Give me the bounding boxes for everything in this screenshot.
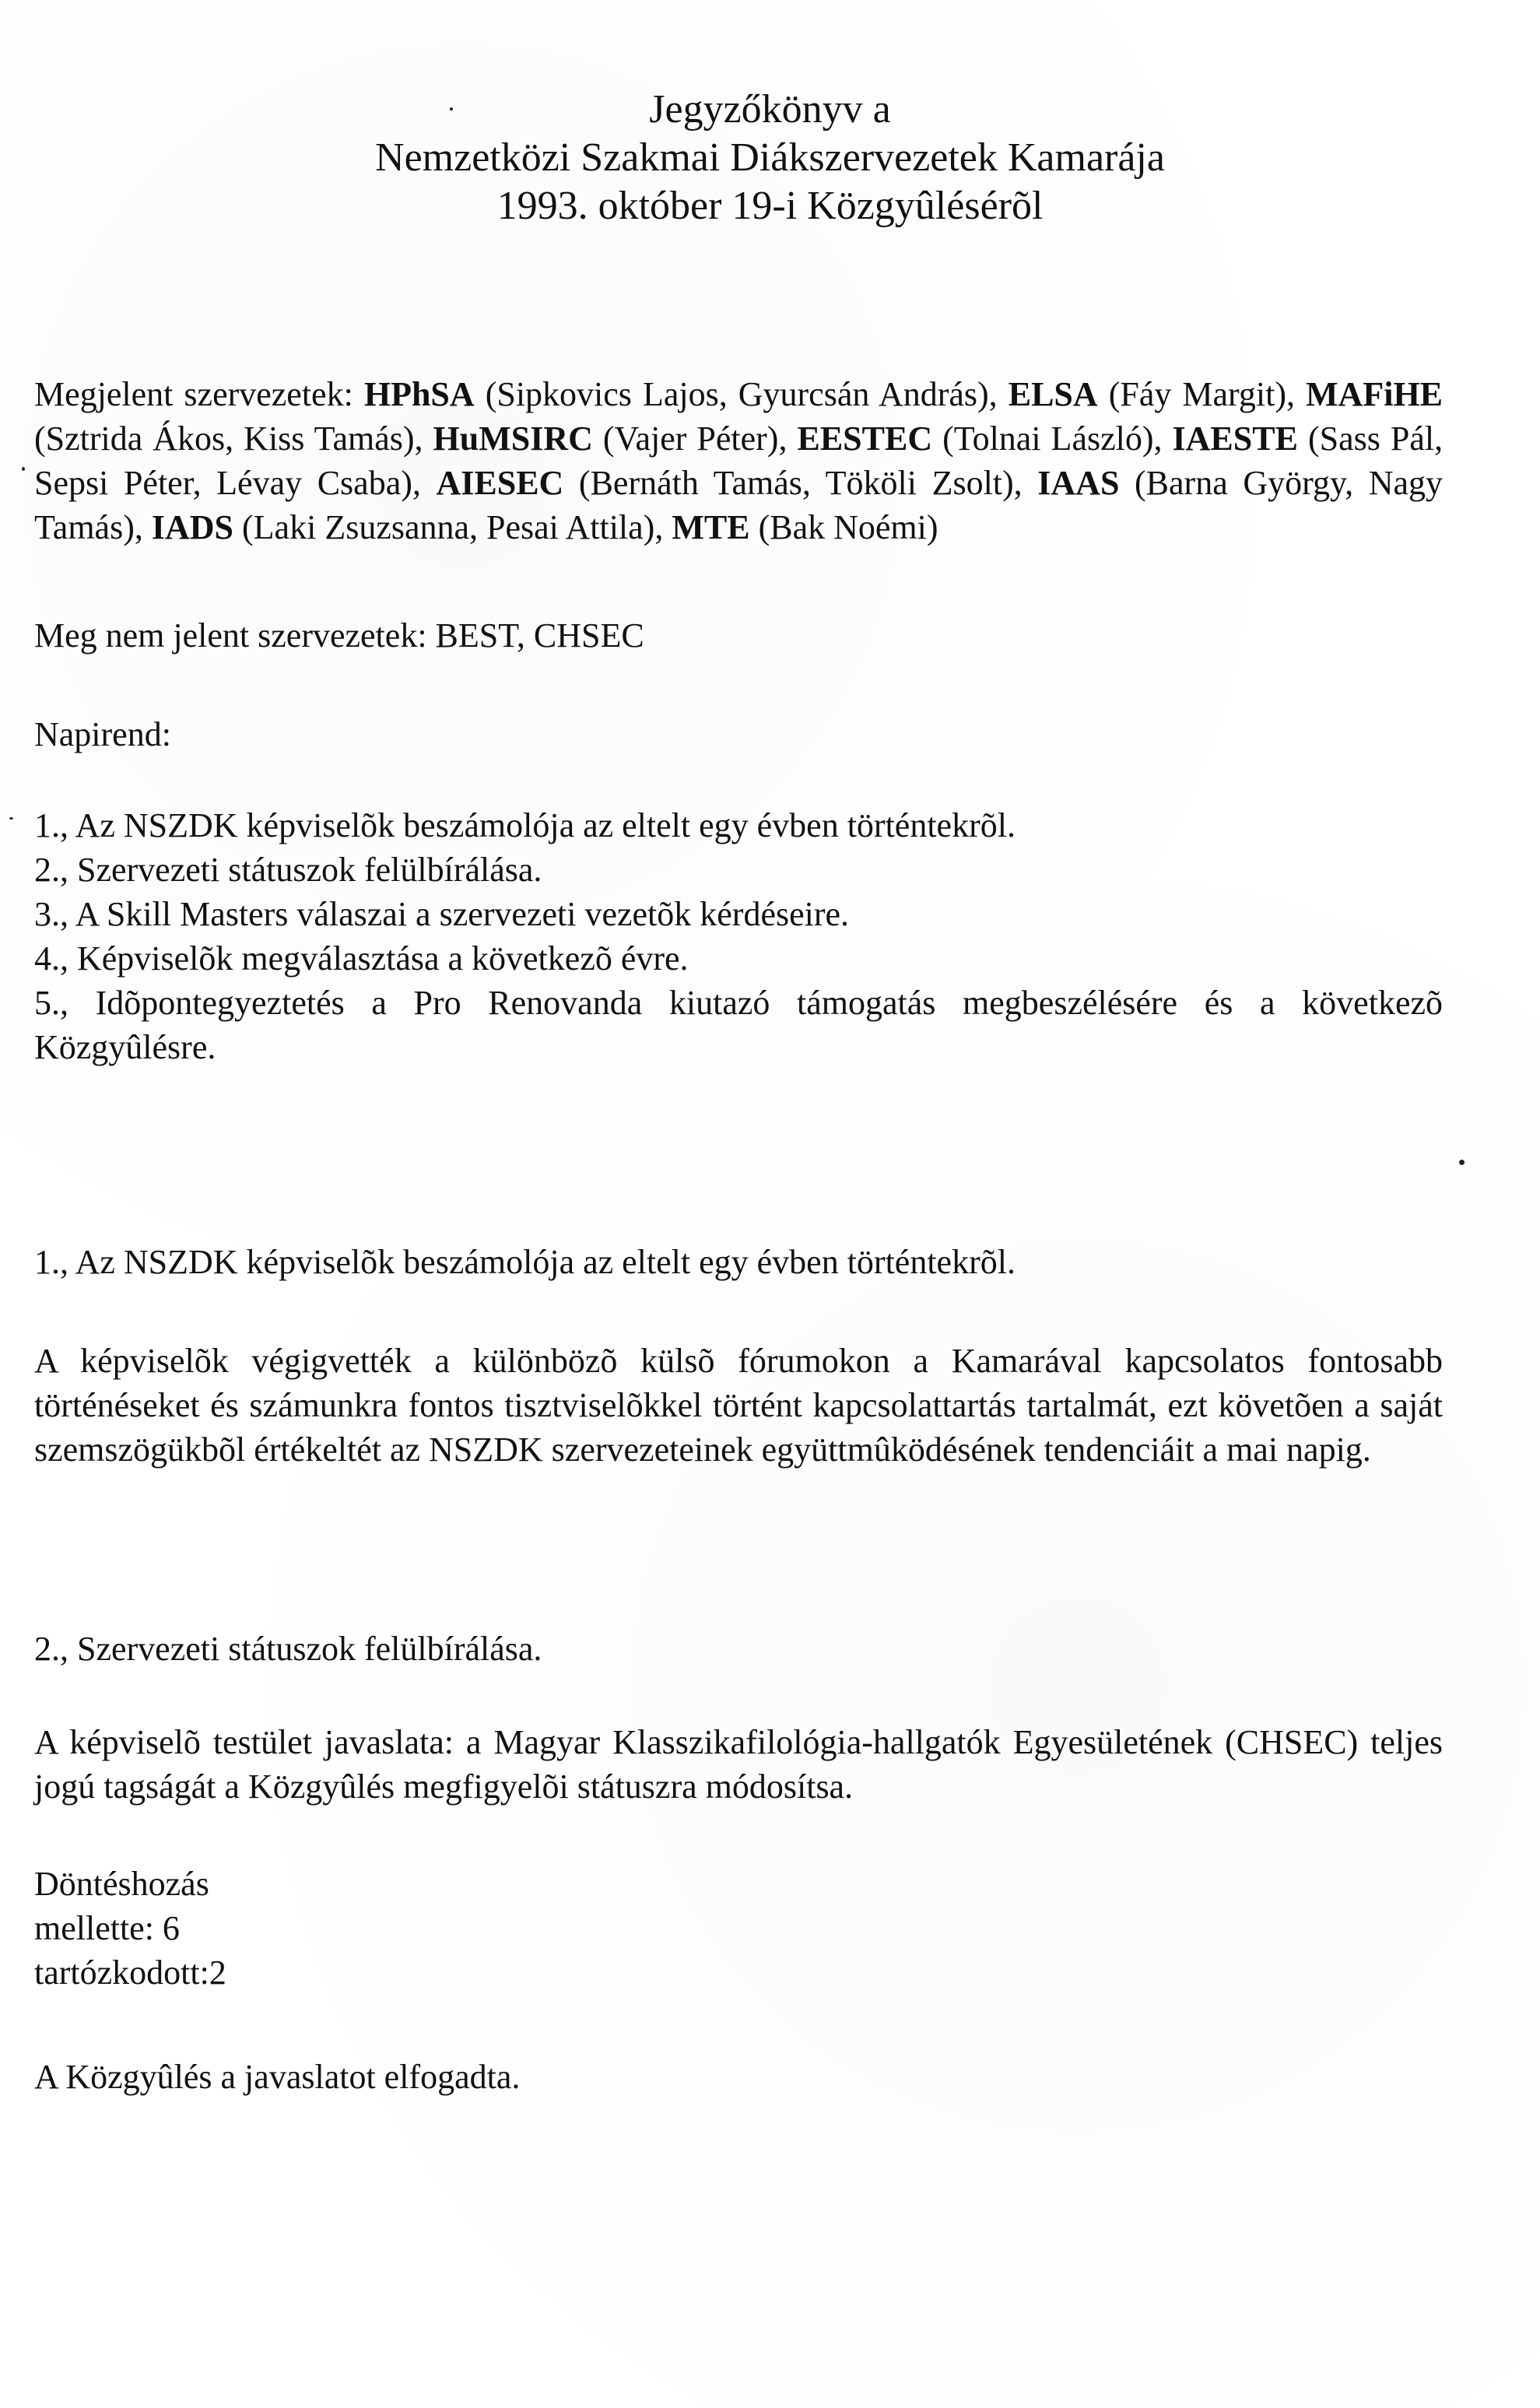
title-line-2: Nemzetközi Szakmai Diákszervezetek Kamarája [375, 135, 1165, 180]
org-people: (Bak Noémi) [758, 508, 938, 546]
document-title [0, 86, 1540, 230]
absent-orgs: Meg nem jelent szervezetek: BEST, CHSEC [34, 616, 644, 655]
org-abbr: IAESTE [1172, 419, 1298, 458]
org-people: (Bernáth Tamás, Tököli Zsolt), [578, 464, 1023, 502]
org-people: (Laki Zsuzsanna, Pesai Attila), [242, 508, 664, 546]
attendance-paragraph [34, 372, 1443, 549]
org-abbr: EESTEC [797, 419, 933, 458]
vote-block [34, 1862, 1443, 1995]
org-abbr: IAAS [1037, 464, 1120, 502]
org-people: (Tolnai László), [942, 419, 1163, 458]
org-people: (Sztrida Ákos, Kiss Tamás), [34, 419, 423, 458]
title-line-3: 1993. október 19-i Közgyûlésérõl [496, 184, 1044, 228]
org-people: (Vajer Péter), [602, 419, 788, 458]
org-abbr: HuMSIRC [433, 419, 593, 458]
org-abbr: IADS [151, 508, 234, 546]
vote-label: Döntéshozás [34, 1865, 209, 1903]
org-people: (Fáy Margit), [1108, 375, 1295, 413]
org-abbr: MTE [672, 508, 750, 546]
org-people: (Sass Pál, Sepsi Péter, Lévay Csaba), [34, 419, 1444, 502]
section-2-text: A képviselõ testület javaslata: a Magyar Klasszikafilológia-hallgatók Egyesületének (CHSEC) teljes jogú tagságát a Közgyûlés megfigyelõi státuszra módosítsa. [34, 1723, 1443, 1806]
scan-speck [22, 467, 25, 471]
agenda-label: Napirend: [34, 715, 171, 753]
agenda-item: 4., Képviselõk megválasztása a következõ évre. [34, 939, 689, 978]
section-2-heading: 2., Szervezeti státuszok felülbírálása. [34, 1630, 542, 1668]
result-text: A Közgyûlés a javaslatot elfogadta. [34, 2058, 521, 2096]
scan-speck [1459, 1160, 1465, 1165]
agenda-item: 2., Szervezeti státuszok felülbírálása. [34, 851, 542, 889]
org-abbr: MAFiHE [1306, 375, 1444, 413]
org-abbr: AIESEC [436, 464, 564, 502]
org-abbr: HPhSA [363, 375, 475, 413]
title-line-1: Jegyzőkönyv a [649, 87, 891, 132]
agenda-item: 5., Idõpontegyeztetés a Pro Renovanda kiutazó támogatás megbeszélésére és a következõ Közgyûlésre. [34, 984, 1443, 1066]
org-people: (Sipkovics Lajos, Gyurcsán András), [485, 375, 998, 413]
agenda-item: 1., Az NSZDK képviselõk beszámolója az eltelt egy évben történtekrõl. [34, 806, 1016, 844]
scan-speck [9, 817, 13, 820]
org-people: (Barna György, Nagy Tamás), [34, 464, 1444, 546]
vote-for: mellette: 6 [34, 1909, 180, 1947]
agenda-item: 3., A Skill Masters válaszai a szervezeti vezetõk kérdéseire. [34, 895, 850, 933]
vote-abstain: tartózkodott:2 [34, 1953, 226, 1992]
attendance-label: Megjelent szervezetek: [34, 375, 353, 413]
agenda-list [34, 803, 1443, 1069]
org-abbr: ELSA [1008, 375, 1098, 413]
section-1-text: A képviselõk végigvették a különbözõ külsõ fórumokon a Kamarával kapcsolatos fontosabb történéseket és számunkra fontos tisztviselõkkel történt kapcsolattartás tartalmát, ezt követõen a saját szemszögükbõl értékeltét az NSZDK szervezeteinek együttmûködésének tendenciáit a mai napig. [34, 1342, 1443, 1469]
scan-speck [450, 107, 453, 111]
section-1-heading: 1., Az NSZDK képviselõk beszámolója az eltelt egy évben történtekrõl. [34, 1243, 1016, 1281]
